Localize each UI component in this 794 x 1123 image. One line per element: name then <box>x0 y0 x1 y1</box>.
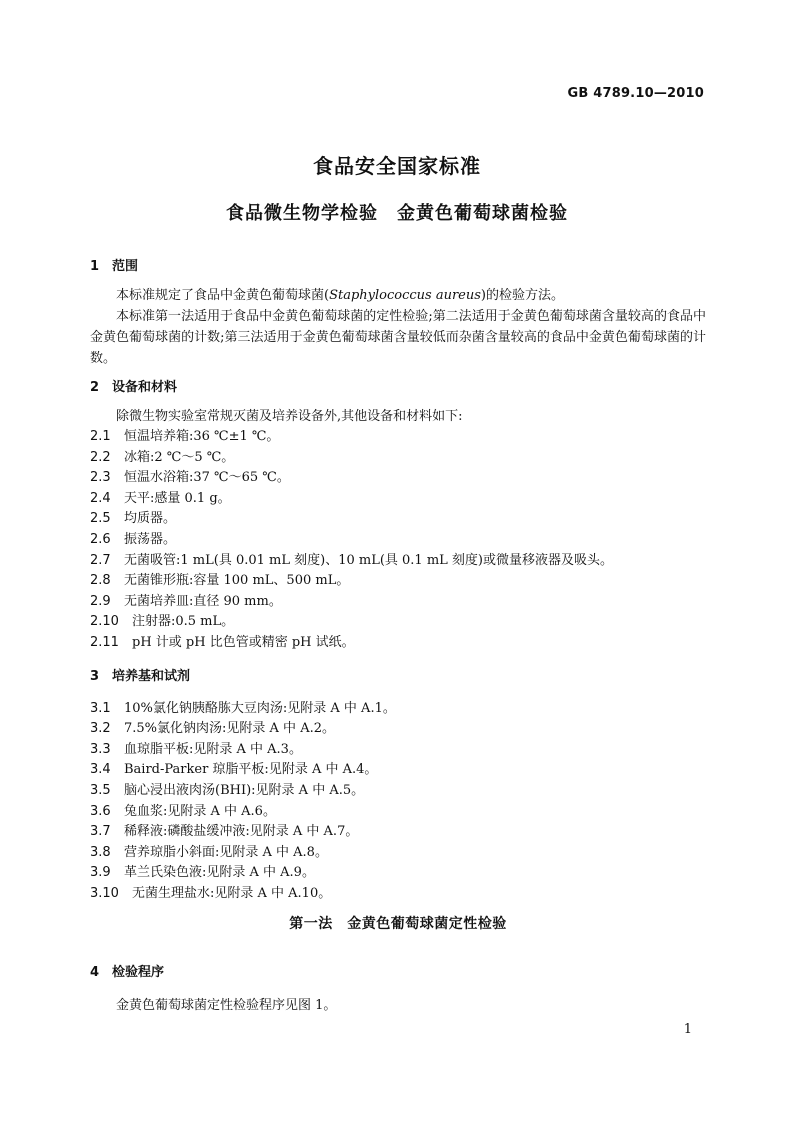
item-text: 天平:感量 0.1 g。 <box>124 490 231 506</box>
document-body <box>90 256 706 1016</box>
method-1-heading: 第一法 金黄色葡萄球菌定性检验 <box>289 916 507 933</box>
species-name: Staphylococcus aureus <box>329 288 481 303</box>
item-text: 无菌生理盐水:见附录 A 中 A.10。 <box>132 885 332 901</box>
item-text: 恒温水浴箱:37 ℃～65 ℃。 <box>124 470 290 486</box>
list-item <box>90 884 706 905</box>
scope-text-after: )的检验方法。 <box>480 288 564 303</box>
list-item <box>90 530 706 551</box>
list-item <box>90 612 706 633</box>
list-item <box>90 699 706 720</box>
item-text: 无菌吸管:1 mL(具 0.01 mL 刻度)、10 mL(具 0.1 mL 刻度)或微量移液器及吸头。 <box>124 552 613 568</box>
list-item <box>90 592 706 613</box>
section-2-heading <box>90 377 706 398</box>
item-text: 注射器:0.5 mL。 <box>132 614 235 630</box>
item-number: 2.5 <box>90 511 111 527</box>
section-number: 3 <box>90 668 100 684</box>
item-number: 2.1 <box>90 429 111 444</box>
item-number: 2.9 <box>90 593 111 609</box>
scope-paragraph-2: 本标准第一法适用于食品中金黄色葡萄球菌的定性检验;第二法适用于金黄色葡萄球菌含量较高的食品中金黄色葡萄球菌的计数;第三法适用于金黄色葡萄球菌含量较低而杂菌含量较高的食品中金黄色葡萄球菌的计数。 <box>90 309 706 366</box>
list-item <box>90 719 706 740</box>
item-text: 脑心浸出液肉汤(BHI):见附录 A 中 A.5。 <box>124 782 365 798</box>
item-number: 3.9 <box>90 865 111 881</box>
item-number: 2.11 <box>90 634 119 650</box>
list-item <box>90 509 706 530</box>
section-number: 1 <box>90 259 100 274</box>
section-1-heading <box>90 256 706 277</box>
item-text: 7.5%氯化钠肉汤:见附录 A 中 A.2。 <box>124 721 335 737</box>
item-number: 3.2 <box>90 721 111 737</box>
section-4-heading <box>90 962 706 983</box>
item-text: 无菌锥形瓶:容量 100 mL、500 mL。 <box>124 573 350 589</box>
standard-number: GB 4789.10—2010 <box>567 86 704 101</box>
list-item <box>90 633 706 654</box>
document-subtitle: 食品微生物学检验 金黄色葡萄球菌检验 <box>226 203 568 224</box>
procedure-intro: 金黄色葡萄球菌定性检验程序见图 1。 <box>116 998 337 1014</box>
list-item <box>90 781 706 802</box>
list-item <box>90 551 706 572</box>
section-number: 2 <box>90 380 100 395</box>
item-text: 10%氯化钠胰酪胨大豆肉汤:见附录 A 中 A.1。 <box>124 700 396 716</box>
item-text: 冰箱:2 ℃～5 ℃。 <box>124 449 235 465</box>
item-text: 无菌培养皿:直径 90 mm。 <box>124 593 282 609</box>
list-item <box>90 427 706 448</box>
scope-text-before: 本标准规定了食品中金黄色葡萄球菌( <box>116 288 330 303</box>
item-text: 均质器。 <box>124 511 177 527</box>
item-number: 2.6 <box>90 531 111 547</box>
list-item <box>90 489 706 510</box>
item-text: 振荡器。 <box>124 531 177 547</box>
item-text: 恒温培养箱:36 ℃±1 ℃。 <box>124 429 280 444</box>
item-text: 革兰氏染色液:见附录 A 中 A.9。 <box>124 865 315 881</box>
item-number: 3.4 <box>90 762 111 778</box>
item-text: Baird-Parker 琼脂平板:见附录 A 中 A.4。 <box>124 762 378 778</box>
list-item <box>90 448 706 469</box>
list-item <box>90 802 706 823</box>
list-item <box>90 468 706 489</box>
section-title: 范围 <box>112 259 139 274</box>
item-number: 2.2 <box>90 449 111 465</box>
item-text: 营养琼脂小斜面:见附录 A 中 A.8。 <box>124 844 328 860</box>
section-title: 检验程序 <box>112 965 165 981</box>
item-text: 兔血浆:见附录 A 中 A.6。 <box>124 803 276 819</box>
equipment-intro: 除微生物实验室常规灭菌及培养设备外,其他设备和材料如下: <box>116 409 463 424</box>
item-number: 2.4 <box>90 490 111 506</box>
item-number: 2.8 <box>90 573 111 589</box>
item-number: 3.10 <box>90 885 119 901</box>
item-number: 2.3 <box>90 470 111 486</box>
section-title: 培养基和试剂 <box>112 668 191 684</box>
item-number: 3.5 <box>90 782 111 798</box>
item-number: 3.7 <box>90 824 111 840</box>
item-number: 2.10 <box>90 614 119 630</box>
item-number: 3.8 <box>90 844 111 860</box>
list-item <box>90 760 706 781</box>
section-number: 4 <box>90 965 100 981</box>
section-title: 设备和材料 <box>112 380 178 395</box>
item-number: 3.3 <box>90 741 111 757</box>
list-item <box>90 740 706 761</box>
scope-paragraph-1 <box>90 285 706 306</box>
section-3-heading <box>90 666 706 687</box>
item-text: 稀释液:磷酸盐缓冲液:见附录 A 中 A.7。 <box>124 824 359 840</box>
item-number: 2.7 <box>90 552 111 568</box>
list-item <box>90 863 706 884</box>
list-item <box>90 843 706 864</box>
list-item <box>90 822 706 843</box>
item-text: 血琼脂平板:见附录 A 中 A.3。 <box>124 741 302 757</box>
item-text: pH 计或 pH 比色管或精密 pH 试纸。 <box>132 634 355 650</box>
list-item <box>90 571 706 592</box>
item-number: 3.1 <box>90 700 111 716</box>
page-number: 1 <box>683 1022 692 1037</box>
document-title: 食品安全国家标准 <box>313 154 481 178</box>
item-number: 3.6 <box>90 803 111 819</box>
